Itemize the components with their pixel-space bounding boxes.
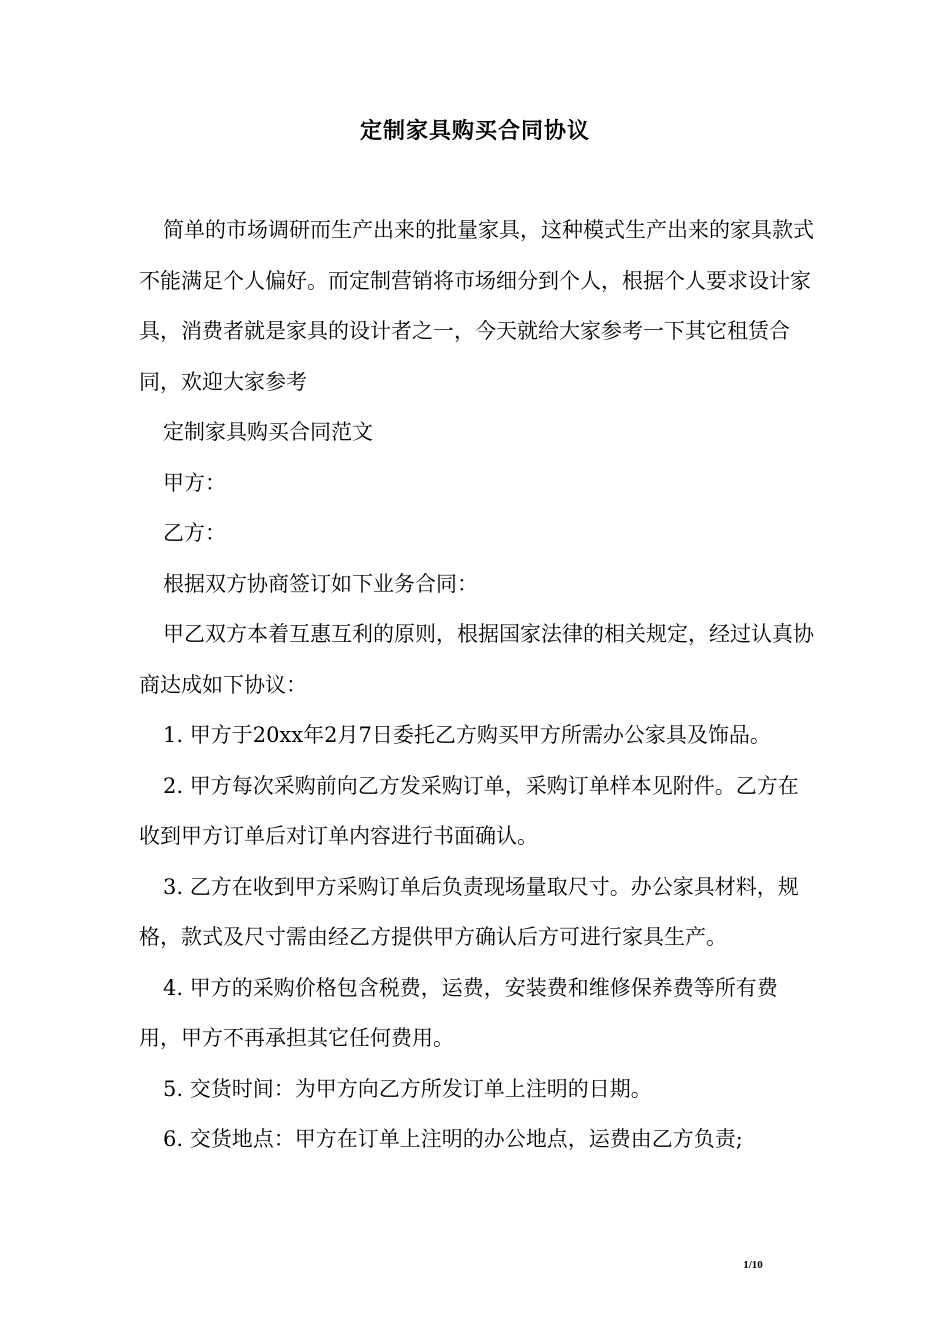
party-a-line: 甲方： xyxy=(163,470,226,495)
intro-paragraph: 简单的市场调研而生产出来的批量家具，这种模式生产出来的家具款式不能满足个人偏好。而定制营销将市场细分到个人，根据个人要求设计家具，消费者就是家具的设计者之一，今天就给大家参考一下其它租赁合同，欢迎大家参考 xyxy=(139,218,814,394)
clause-4: 4. 甲方的采购价格包含税费，运费，安装费和维修保养费等所有费用，甲方不再承担其它任何费用。 xyxy=(139,975,778,1050)
party-b-line: 乙方： xyxy=(163,521,226,545)
clause-2: 2. 甲方每次采购前向乙方发采购订单，采购订单样本见附件。乙方在收到甲方订单后对订单内容进行书面确认。 xyxy=(139,773,799,848)
clause-3: 3. 乙方在收到甲方采购订单后负责现场量取尺寸。办公家具材料，规格，款式及尺寸需由经乙方提供甲方确认后方可进行家具生产。 xyxy=(139,874,799,949)
section-heading: 定制家具购买合同范文 xyxy=(163,420,373,444)
clause-5: 5. 交货时间：为甲方向乙方所发订单上注明的日期。 xyxy=(163,1076,652,1101)
clause-6: 6. 交货地点：甲方在订单上注明的办公地点，运费由乙方负责; xyxy=(163,1127,743,1151)
document-title: 定制家具购买合同协议 xyxy=(359,119,590,144)
agreement-lead-paragraph: 根据双方协商签订如下业务合同： xyxy=(163,571,478,596)
principle-paragraph: 甲乙双方本着互惠互利的原则，根据国家法律的相关规定，经过认真协商达成如下协议： xyxy=(139,622,814,697)
document-body xyxy=(139,205,819,1165)
clause-1: 1. 甲方于20xx年2月7日委托乙方购买甲方所需办公家具及饰品。 xyxy=(163,723,771,747)
page-number: 1/10 xyxy=(743,1259,763,1271)
